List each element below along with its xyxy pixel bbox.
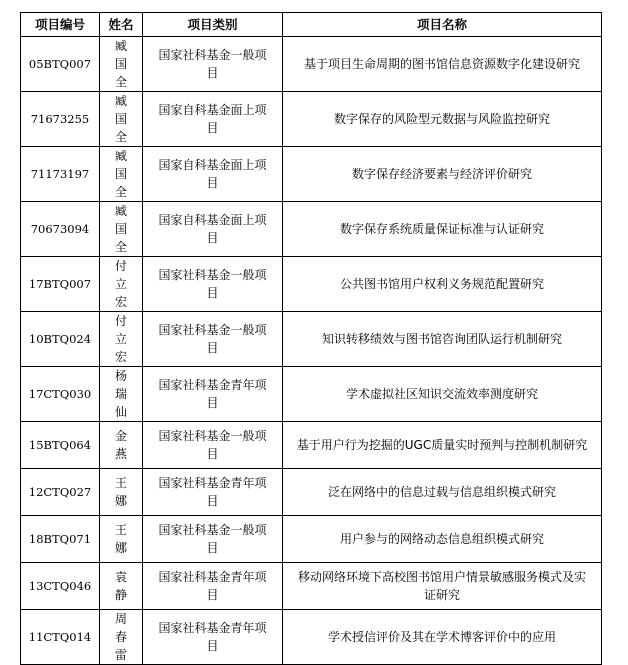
project-title: 移动网络环境下高校图书馆用户情景敏感服务模式及实证研究: [283, 563, 602, 610]
header-title: 项目名称: [283, 13, 602, 37]
project-code: 12CTQ027: [21, 469, 100, 516]
person-name: 王娜: [100, 469, 143, 516]
project-type: 国家自科基金面上项目: [143, 202, 283, 257]
project-title: 基于项目生命周期的图书馆信息资源数字化建设研究: [283, 37, 602, 92]
project-title: 学术虚拟社区知识交流效率测度研究: [283, 367, 602, 422]
person-name: 臧国全: [100, 147, 143, 202]
project-code: 18BTQ071: [21, 516, 100, 563]
person-name: 付立宏: [100, 312, 143, 367]
table-row: [21, 469, 602, 516]
project-code: 11CTQ014: [21, 610, 100, 665]
person-name: 臧国全: [100, 37, 143, 92]
project-type: 国家社科基金一般项目: [143, 37, 283, 92]
person-name: 袁静: [100, 563, 143, 610]
table-row: [21, 516, 602, 563]
project-title: 数字保存经济要素与经济评价研究: [283, 147, 602, 202]
project-title: 数字保存的风险型元数据与风险监控研究: [283, 92, 602, 147]
project-code: 17CTQ030: [21, 367, 100, 422]
project-type: 国家社科基金一般项目: [143, 257, 283, 312]
project-type: 国家自科基金面上项目: [143, 147, 283, 202]
project-title: 公共图书馆用户权利义务规范配置研究: [283, 257, 602, 312]
header-name: 姓名: [100, 13, 143, 37]
project-code: 71173197: [21, 147, 100, 202]
project-type: 国家社科基金青年项目: [143, 367, 283, 422]
project-title: 学术授信评价及其在学术博客评价中的应用: [283, 610, 602, 665]
header-type: 项目类别: [143, 13, 283, 37]
table-row: [21, 422, 602, 469]
project-code: 17BTQ007: [21, 257, 100, 312]
project-type: 国家社科基金一般项目: [143, 422, 283, 469]
project-title: 数字保存系统质量保证标准与认证研究: [283, 202, 602, 257]
header-code: 项目编号: [21, 13, 100, 37]
person-name: 王娜: [100, 516, 143, 563]
project-code: 71673255: [21, 92, 100, 147]
project-code: 15BTQ064: [21, 422, 100, 469]
project-type: 国家社科基金青年项目: [143, 563, 283, 610]
project-type: 国家社科基金青年项目: [143, 610, 283, 665]
table-row: [21, 257, 602, 312]
project-type: 国家社科基金青年项目: [143, 469, 283, 516]
table-row: [21, 147, 602, 202]
project-code: 70673094: [21, 202, 100, 257]
project-type: 国家自科基金面上项目: [143, 92, 283, 147]
project-code: 05BTQ007: [21, 37, 100, 92]
project-type: 国家社科基金一般项目: [143, 516, 283, 563]
table-row: [21, 312, 602, 367]
table-row: [21, 367, 602, 422]
project-code: 10BTQ024: [21, 312, 100, 367]
project-code: 13CTQ046: [21, 563, 100, 610]
person-name: 金燕: [100, 422, 143, 469]
person-name: 臧国全: [100, 92, 143, 147]
table-row: [21, 202, 602, 257]
table-row: [21, 37, 602, 92]
person-name: 周春雷: [100, 610, 143, 665]
table-row: [21, 563, 602, 610]
project-title: 泛在网络中的信息过载与信息组织模式研究: [283, 469, 602, 516]
person-name: 杨瑞仙: [100, 367, 143, 422]
project-title: 基于用户行为挖掘的UGC质量实时预判与控制机制研究: [283, 422, 602, 469]
project-type: 国家社科基金一般项目: [143, 312, 283, 367]
projects-table: [20, 12, 602, 665]
table-row: [21, 610, 602, 665]
header-row: [21, 13, 602, 37]
project-title: 知识转移绩效与图书馆咨询团队运行机制研究: [283, 312, 602, 367]
person-name: 臧国全: [100, 202, 143, 257]
table-row: [21, 92, 602, 147]
person-name: 付立宏: [100, 257, 143, 312]
project-title: 用户参与的网络动态信息组织模式研究: [283, 516, 602, 563]
